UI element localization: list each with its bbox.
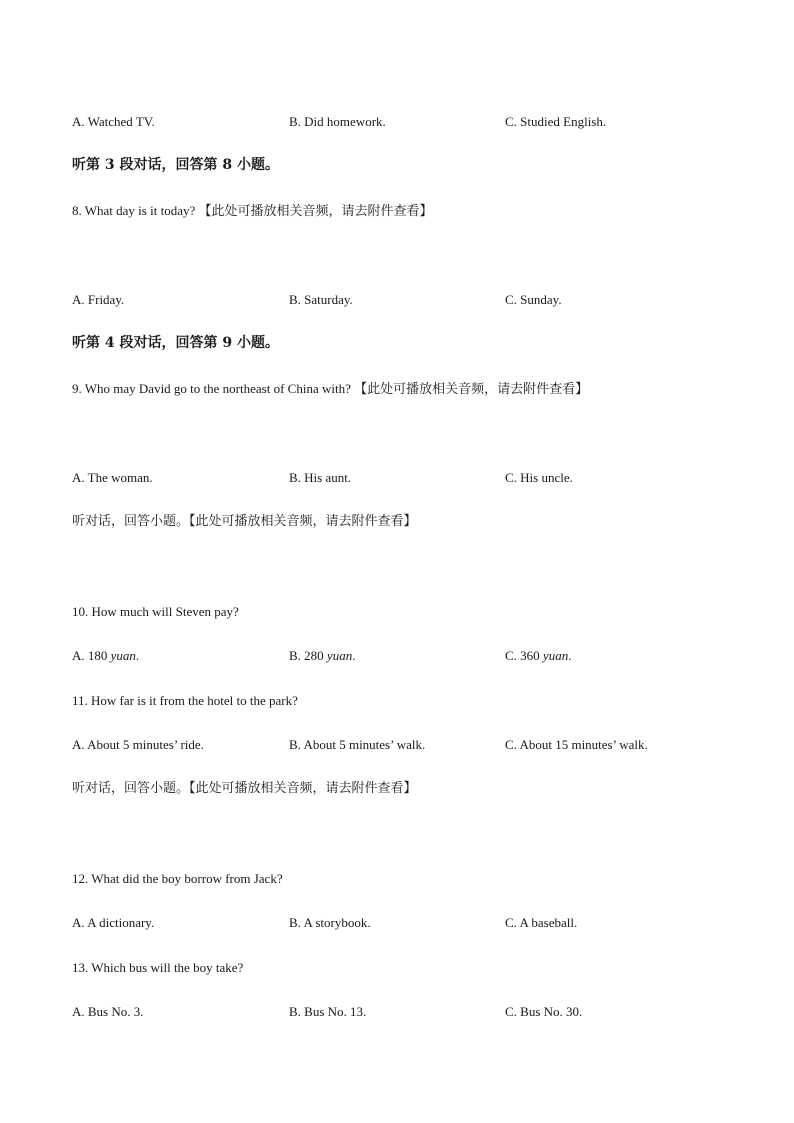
q10-options — [72, 648, 722, 664]
q10-option-b-unit: yuan — [326, 648, 353, 663]
q7-option-a: A. Watched TV. — [72, 114, 155, 129]
q10-question: 10. How much will Steven pay? — [72, 604, 239, 619]
q10-option-a-amount: A. 180 — [72, 648, 111, 663]
q8-option-c: C. Sunday. — [505, 292, 562, 307]
dialogue-2-instruction: 听对话，回答小题。【此处可播放相关音频，请去附件查看】 — [72, 781, 417, 796]
q10-option-c-end: . — [568, 648, 572, 663]
q13-option-b: B. Bus No. 13. — [289, 1004, 367, 1019]
q12-question: 12. What did the boy borrow from Jack? — [72, 871, 283, 886]
q10-option-b-amount: B. 280 — [289, 648, 327, 663]
q13-option-c: C. Bus No. 30. — [505, 1004, 583, 1019]
q11-option-c: C. About 15 minutes’ walk. — [505, 737, 648, 752]
q7-option-c: C. Studied English. — [505, 114, 607, 129]
q11-question: 11. How far is it from the hotel to the park? — [72, 693, 298, 708]
q13-option-a: A. Bus No. 3. — [72, 1004, 144, 1019]
q10-option-a-end: . — [135, 648, 140, 663]
q8-options — [72, 292, 722, 308]
q13-question: 13. Which bus will the boy take? — [72, 960, 244, 975]
q9-option-b: B. His aunt. — [289, 470, 352, 485]
section-4-heading: 听第 4 段对话，回答第 9 小题。 — [72, 335, 279, 351]
dialogue-1-instruction: 听对话，回答小题。【此处可播放相关音频，请去附件查看】 — [72, 514, 417, 529]
q9-option-c: C. His uncle. — [505, 470, 573, 485]
q8-audio-note: 【此处可播放相关音频，请去附件查看】 — [198, 204, 433, 219]
q11-option-a: A. About 5 minutes’ ride. — [72, 737, 204, 752]
q12-options — [72, 915, 722, 931]
section-3-heading: 听第 3 段对话，回答第 8 小题。 — [72, 157, 279, 173]
q7-option-b: B. Did homework. — [289, 114, 386, 129]
q10-option-c — [505, 648, 571, 664]
q8-question-line — [72, 203, 433, 220]
q12-option-b: B. A storybook. — [289, 915, 371, 930]
q9-option-a: A. The woman. — [72, 470, 153, 485]
q11-options — [72, 737, 722, 753]
q10-option-b — [289, 648, 355, 664]
q8-option-a: A. Friday. — [72, 292, 125, 307]
q10-option-c-unit: yuan — [542, 648, 569, 663]
q9-audio-note: 【此处可播放相关音频，请去附件查看】 — [354, 382, 589, 397]
q7-options — [72, 114, 722, 130]
q12-option-c: C. A baseball. — [505, 915, 578, 930]
q11-option-b: B. About 5 minutes’ walk. — [289, 737, 426, 752]
q10-option-c-amount: C. 360 — [505, 648, 543, 663]
q9-question: 9. Who may David go to the northeast of China with? — [72, 381, 351, 396]
q10-option-a-unit: yuan — [110, 648, 136, 663]
q9-options — [72, 470, 722, 486]
q10-option-b-end: . — [352, 648, 356, 663]
q10-option-a — [72, 648, 139, 664]
q13-options — [72, 1004, 722, 1020]
q12-option-a: A. A dictionary. — [72, 915, 155, 930]
q8-question: 8. What day is it today? — [72, 203, 196, 218]
q9-question-line — [72, 381, 588, 398]
q8-option-b: B. Saturday. — [289, 292, 353, 307]
